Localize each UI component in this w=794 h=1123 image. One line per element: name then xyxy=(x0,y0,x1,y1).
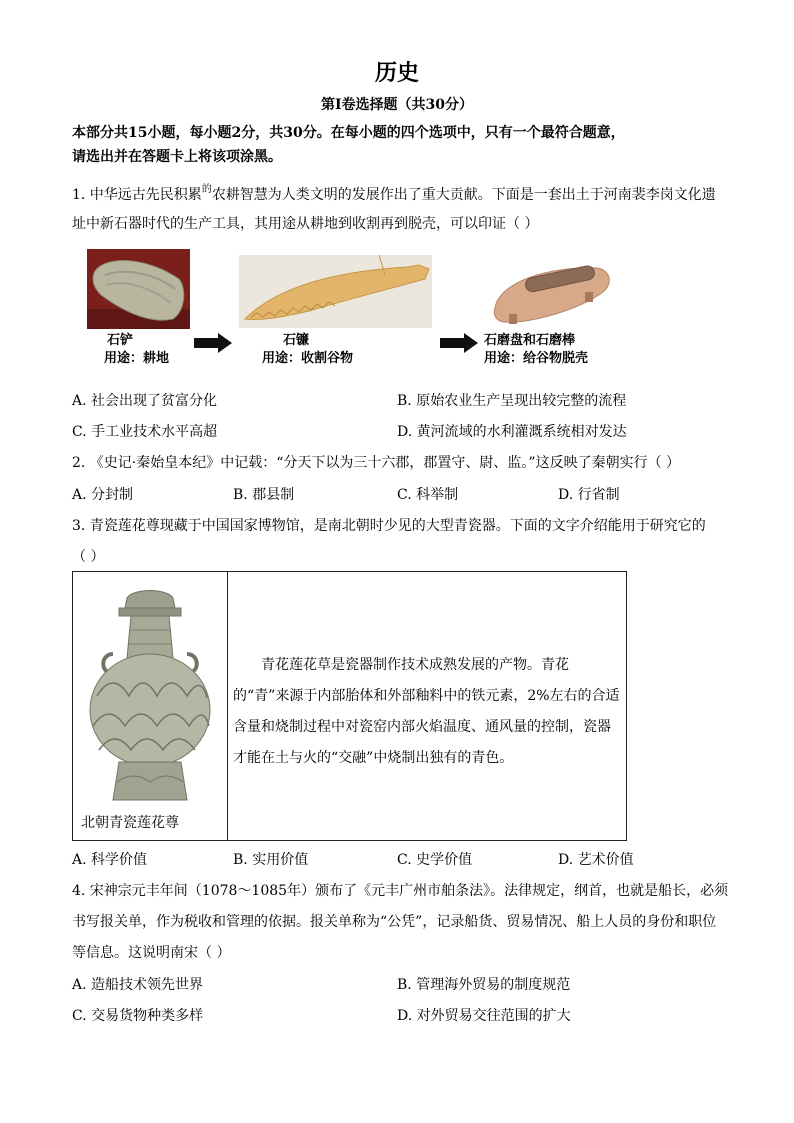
q2-stem: 2. 《史记·秦始皇本纪》中记载：“分天下以为三十六郡，郡置守、尉、监。”这反映了秦朝实行（ ） xyxy=(72,455,681,471)
q4-stem-line-1: 4. 宋神宗元丰年间（1078～1085年）颁布了《元丰广州市舶条法》。法律规定，纲首，也就是船长，必须 xyxy=(72,883,729,899)
q1-option-a[interactable]: A. 社会出现了贫富分化 xyxy=(72,393,218,409)
q2-option-d[interactable]: D. 行省制 xyxy=(558,487,620,503)
stone-sickle-image xyxy=(239,255,432,328)
q3-option-b[interactable]: B. 实用价值 xyxy=(233,852,309,868)
q3-option-c[interactable]: C. 史学价值 xyxy=(397,852,473,868)
q1-stem-part-a: 1. 中华远古先民积累 xyxy=(72,187,202,203)
q2-option-c[interactable]: C. 科举制 xyxy=(397,487,459,503)
q4-option-a[interactable]: A. 造船技术领先世界 xyxy=(72,977,204,993)
celadon-lotus-vase-image xyxy=(83,586,218,806)
q3-option-d[interactable]: D. 艺术价值 xyxy=(558,852,634,868)
arrow-right-icon xyxy=(440,333,478,353)
q1-stem-line-2: 址中新石器时代的生产工具，其用途从耕地到收割再到脱壳，可以印证（ ） xyxy=(72,216,539,232)
tool-name-sickle: 石镰 xyxy=(283,333,310,348)
vase-caption: 北朝青瓷莲花尊 xyxy=(81,815,179,831)
tool-use-sickle: 用途：收割谷物 xyxy=(262,351,354,366)
q3-stem-line-1: 3. 青瓷莲花尊现藏于中国国家博物馆，是南北朝时少见的大型青瓷器。下面的文字介绍能用于研究它的 xyxy=(72,518,706,534)
q4-stem-line-2: 书写报关单，作为税收和管理的依据。报关单称为“公凭”，记录船货、贸易情况、船上人员的身份和职位 xyxy=(72,914,717,930)
q4-option-c[interactable]: C. 交易货物种类多样 xyxy=(72,1008,204,1024)
page-title: 历史 xyxy=(374,60,419,86)
grinding-stone-image xyxy=(489,252,614,329)
instructions-line-1: 本部分共15小题，每小题2分，共30分。在每小题的四个选项中，只有一个最符合题意， xyxy=(72,125,625,141)
q1-option-d[interactable]: D. 黄河流域的水利灌溉系统相对发达 xyxy=(397,424,627,440)
tool-name-shovel: 石铲 xyxy=(107,333,134,348)
q3-option-a[interactable]: A. 科学价值 xyxy=(72,852,148,868)
q3-passage xyxy=(233,650,621,774)
q1-option-c[interactable]: C. 手工业技术水平高超 xyxy=(72,424,218,440)
instructions-line-2: 请选出并在答题卡上将该项涂黑。 xyxy=(72,149,282,165)
tool-use-grinder: 用途：给谷物脱壳 xyxy=(484,351,589,366)
q3-stem-line-2: （ ） xyxy=(72,549,105,565)
q4-stem-line-3: 等信息。这说明南宋（ ） xyxy=(72,945,231,961)
stone-shovel-image xyxy=(87,249,190,329)
tool-name-grinder: 石磨盘和石磨棒 xyxy=(484,333,576,348)
q1-option-b[interactable]: B. 原始农业生产呈现出较完整的流程 xyxy=(397,393,627,409)
q4-option-d[interactable]: D. 对外贸易交往范围的扩大 xyxy=(397,1008,571,1024)
q1-superscript: 的 xyxy=(201,184,212,195)
table-divider xyxy=(227,572,228,840)
q3-material-table xyxy=(72,571,627,841)
arrow-right-icon xyxy=(194,333,232,353)
section-heading: 第Ⅰ卷选择题（共30分） xyxy=(320,97,474,113)
tool-use-shovel: 用途：耕地 xyxy=(104,351,170,366)
q4-option-b[interactable]: B. 管理海外贸易的制度规范 xyxy=(397,977,571,993)
q3-passage-text: 青花莲花草是瓷器制作技术成熟发展的产物。青花的“青”来源于内部胎体和外部釉料中的铁元素，2%左右的合适含量和烧制过程中对瓷窑内部火焰温度、通风量的控制，瓷器才能在土与火的“交融”中烧制出独有的青色。 xyxy=(233,657,620,766)
q2-option-a[interactable]: A. 分封制 xyxy=(72,487,134,503)
q1-stem-part-b: 农耕智慧为人类文明的发展作出了重大贡献。下面是一套出土于河南裴李岗文化遗 xyxy=(211,187,716,203)
q2-option-b[interactable]: B. 郡县制 xyxy=(233,487,295,503)
q1-stem-line-1 xyxy=(72,184,716,204)
